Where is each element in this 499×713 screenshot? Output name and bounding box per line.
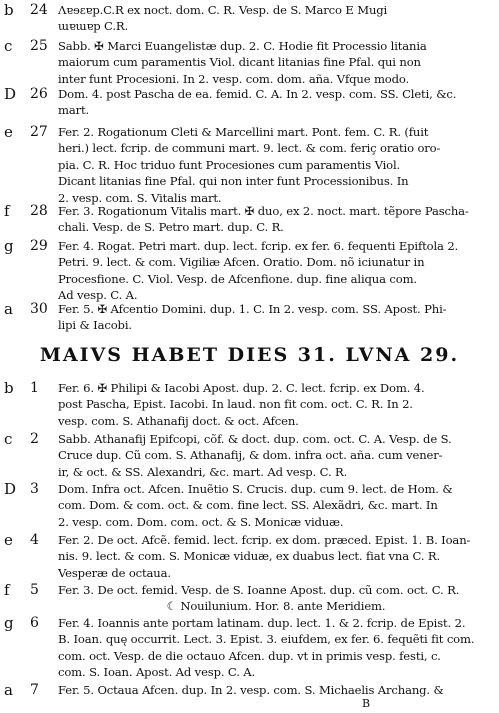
text-line: Sabb. ✠ Marci Euangelistæ dup. 2. C. Hodie fit Processio litania xyxy=(58,39,427,53)
dominical-letter: e xyxy=(4,531,13,549)
text-line: B. Ioan. quę occurrit. Lect. 3. Epist. 3. eiufdem, ex fer. 6. fequẽti fit com. xyxy=(58,632,475,647)
dominical-letter: D xyxy=(4,480,17,498)
entry-text xyxy=(58,203,494,236)
text-line: 2. vesp. com. S. Vitalis mart. xyxy=(58,190,222,205)
entry-text xyxy=(58,124,494,206)
entry-text xyxy=(58,238,494,304)
text-line: Fer. 6. ✠ Philipi & Iacobi Apost. dup. 2. C. lect. fcrip. ex Dom. 4. xyxy=(58,381,425,395)
entry-text xyxy=(58,582,494,615)
dominical-letter: c xyxy=(4,430,13,448)
entry-text xyxy=(58,615,494,681)
entry-text xyxy=(58,682,494,698)
entry-text xyxy=(58,38,494,87)
dominical-letter: a xyxy=(4,300,13,318)
day-number: 30 xyxy=(30,301,48,317)
text-line: Dom. Infra oct. Afcen. Inuẽtio S. Crucis. dup. cum 9. lect. de Hom. & xyxy=(58,482,453,496)
entry-text xyxy=(58,2,494,35)
text-line: Fer. 4. Ioannis ante portam latinam. dup. lect. 1. & 2. fcrip. de Epist. 2. xyxy=(58,616,466,630)
text-line: nis. 9. lect. & com. S. Monicæ viduæ, ex duabus lect. fiat vna C. R. xyxy=(58,549,441,564)
day-number: 4 xyxy=(30,532,39,548)
text-line: Vesperæ de octaua. xyxy=(58,565,171,580)
text-line: com. S. Ioan. Apost. Ad vesp. C. A. xyxy=(58,665,256,680)
day-number: 7 xyxy=(30,682,39,698)
text-line: Petri. 9. lect. & com. Vigiliæ Afcen. Oratio. Dom. nõ iciunatur in xyxy=(58,255,425,270)
text-line: Sabb. Athanafij Epifcopi, cõf. & doct. dup. com. oct. C. A. Vesp. de S. xyxy=(58,432,452,446)
text-line: Procesfione. C. Viol. Vesp. de Afcenfione. dup. fine aliqua com. xyxy=(58,271,417,286)
month-heading: MAIVS HABET DIES 31. LVNA 29. xyxy=(39,344,460,366)
dominical-letter: g xyxy=(4,237,14,255)
entry-text xyxy=(58,301,494,334)
day-number: 26 xyxy=(30,86,48,102)
text-line: Fer. 5. ✠ Afcentio Domini. dup. 1. C. In 2. vesp. com. SS. Apost. Phi- xyxy=(58,302,447,316)
day-number: 1 xyxy=(30,380,39,396)
dominical-letter: b xyxy=(4,1,14,19)
day-number: 2 xyxy=(30,431,39,447)
dominical-letter: D xyxy=(4,85,17,103)
text-line: heri.) lect. fcrip. de communi mart. 9. lect. & com. feriç oratio oro- xyxy=(58,141,441,156)
day-number: 28 xyxy=(30,203,48,219)
dominical-letter: c xyxy=(4,37,13,55)
day-number: 3 xyxy=(30,481,39,497)
dominical-letter: f xyxy=(4,202,10,220)
text-line: Ʌɐɘɛɐp.C.R ex noct. dom. C. R. Vesp. de S. Marco E Mugi xyxy=(58,3,388,17)
text-line: Dom. 4. post Pascha de ea. femid. C. A. In 2. vesp. com. SS. Cleti, &c. xyxy=(58,87,457,101)
text-line: lipi & Iacobi. xyxy=(58,318,132,333)
text-line: post Pascha, Epist. Iacobi. In laud. non fit com. oct. C. R. In 2. xyxy=(58,397,413,412)
text-line: Fer. 2. De oct. Afcẽ. femid. lect. fcrip. ex dom. præced. Epist. 1. B. Ioan- xyxy=(58,533,471,547)
text-line: maiorum cum paramentis Viol. dicant litanias fine Pfal. qui non xyxy=(58,55,421,70)
text-line: 2. vesp. com. Dom. com. oct. & S. Monicæ viduæ. xyxy=(58,514,344,529)
text-line: Dicant litanias fine Pfal. qui non inter funt Processionibus. In xyxy=(58,174,409,189)
text-line: Fer. 5. Octaua Afcen. dup. In 2. vesp. com. S. Michaelis Archang. & xyxy=(58,683,444,697)
entry-text xyxy=(58,431,494,480)
dominical-letter: g xyxy=(4,614,14,632)
dominical-letter: f xyxy=(4,581,10,599)
text-line: pia. C. R. Hoc triduo funt Procesiones cum paramentis Viol. xyxy=(58,157,401,172)
text-line: chali. Vesp. de S. Petro mart. dup. C. R. xyxy=(58,220,284,235)
new-moon-line: ☾ Nouilunium. Hor. 8. ante Meridiem. xyxy=(166,599,386,614)
day-number: 6 xyxy=(30,615,39,631)
entry-text xyxy=(58,86,494,119)
day-number: 27 xyxy=(30,124,48,140)
entry-text xyxy=(58,380,494,429)
entry-text xyxy=(58,532,494,581)
day-number: 5 xyxy=(30,582,39,598)
text-line: Ad vesp. C. A. xyxy=(58,288,138,303)
dominical-letter: a xyxy=(4,681,13,699)
day-number: 25 xyxy=(30,38,48,54)
dominical-letter: b xyxy=(4,379,14,397)
text-line: inter funt Procesioni. In 2. vesp. com. dom. aña. Vfque modo. xyxy=(58,71,410,86)
text-line: ir, & oct. & SS. Alexandri, &c. mart. Ad vesp. C. R. xyxy=(58,464,348,479)
text-line: com. Dom. & com. oct. & com. fine lect. SS. Alexãdri, &c. mart. In xyxy=(58,498,438,513)
text-line: Fer. 4. Rogat. Petri mart. dup. lect. fcrip. ex fer. 6. fequenti Epiftola 2. xyxy=(58,239,459,253)
text-line: Fer. 3. De oct. femid. Vesp. de S. Ioanne Apost. dup. cũ com. oct. C. R. xyxy=(58,583,460,597)
text-line: Fer. 3. Rogationum Vitalis mart. ✠ duo, ex 2. noct. mart. tẽpore Pascha- xyxy=(58,204,469,218)
text-line: com. oct. Vesp. de die octauo Afcen. dup. vt in primis vesp. festi, c. xyxy=(58,648,441,663)
catchword: B xyxy=(362,697,371,710)
entry-text xyxy=(58,481,494,530)
day-number: 24 xyxy=(30,2,48,18)
text-line: mart. xyxy=(58,103,90,118)
text-line: ɯɐɯɐp C.R. xyxy=(58,19,128,34)
text-line: vesp. com. S. Athanafij doct. & oct. Afcen. xyxy=(58,413,299,428)
dominical-letter: e xyxy=(4,123,13,141)
text-line: Fer. 2. Rogationum Cleti & Marcellini mart. Pont. fem. C. R. (fuit xyxy=(58,125,429,139)
day-number: 29 xyxy=(30,238,48,254)
text-line: Cruce dup. Cũ com. S. Athanafij, & dom. infra oct. aña. cum vener- xyxy=(58,448,443,463)
